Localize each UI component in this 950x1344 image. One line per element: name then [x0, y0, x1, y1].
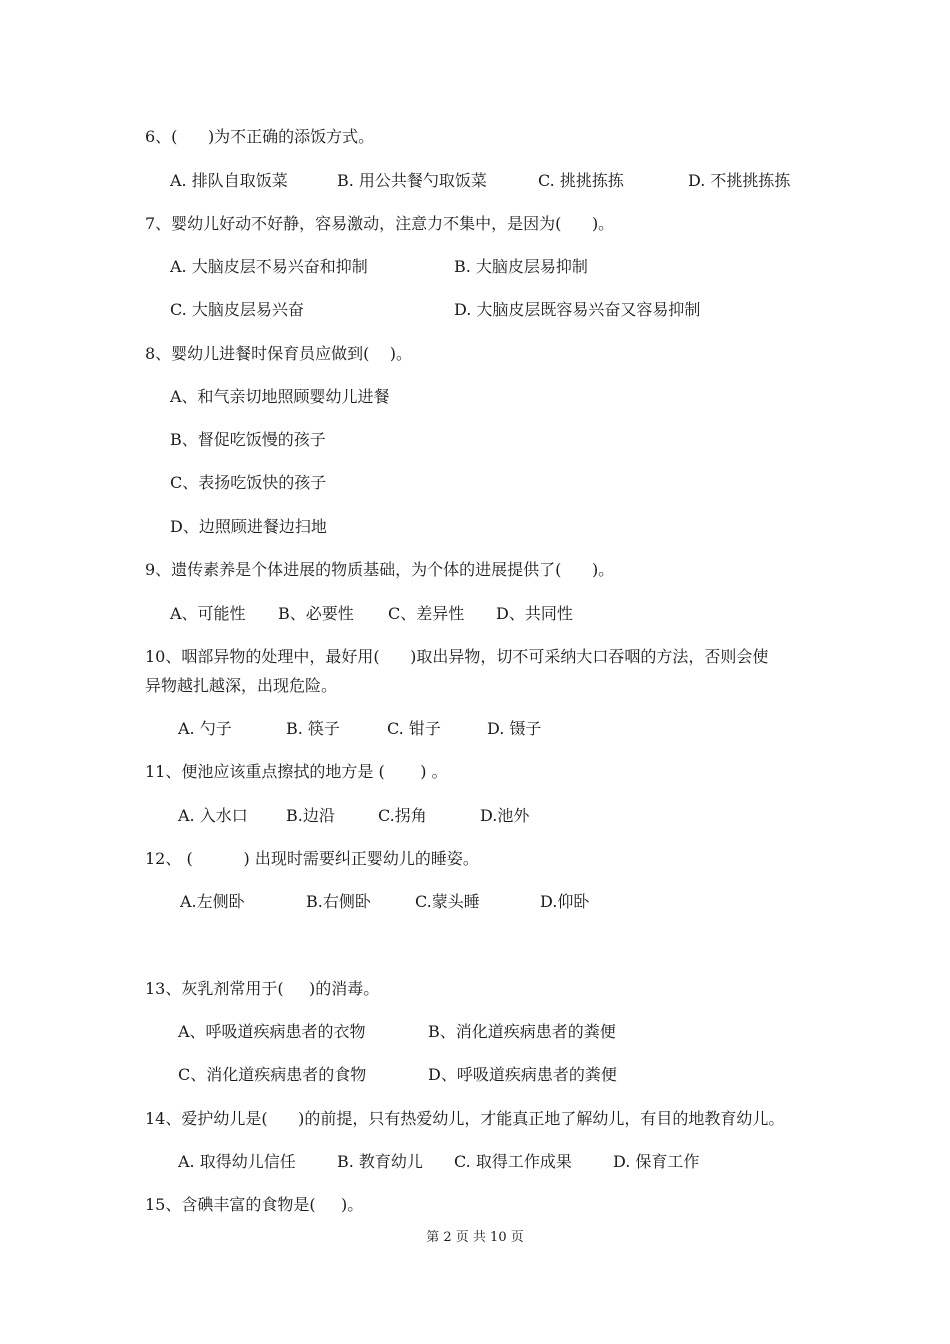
question-11-stem: 11、便池应该重点擦拭的地方是 ( ) 。 [145, 762, 448, 781]
question-14-option-c: C. 取得工作成果 [454, 1152, 572, 1171]
question-11-option-c: C.拐角 [378, 806, 427, 825]
question-14-option-d: D. 保育工作 [613, 1152, 700, 1171]
question-7-option-c: C. 大脑皮层易兴奋 [170, 300, 304, 319]
question-9-option-c: C、差异性 [388, 604, 465, 623]
question-10-stem-line-2: 异物越扎越深，出现危险。 [145, 676, 338, 695]
question-6-option-a: A. 排队自取饭菜 [170, 171, 288, 190]
question-13-stem: 13、灰乳剂常用于( )的消毒。 [145, 979, 380, 998]
question-12-option-a: A.左侧卧 [180, 892, 245, 911]
question-9-stem: 9、遗传素养是个体进展的物质基础，为个体的进展提供了( )。 [145, 560, 615, 579]
question-8-option-b: B、督促吃饭慢的孩子 [170, 430, 326, 449]
question-6-option-b: B. 用公共餐勺取饭菜 [337, 171, 487, 190]
question-12-option-d: D.仰卧 [540, 892, 590, 911]
question-10-option-a: A. 勺子 [178, 719, 232, 738]
question-12-option-c: C.蒙头睡 [415, 892, 480, 911]
question-7-option-d: D. 大脑皮层既容易兴奋又容易抑制 [454, 300, 701, 319]
question-13-option-d: D、呼吸道疾病患者的粪便 [428, 1065, 617, 1084]
question-13-option-a: A、呼吸道疾病患者的衣物 [178, 1022, 366, 1041]
question-12-option-b: B.右侧卧 [306, 892, 371, 911]
question-14-option-b: B. 教育幼儿 [337, 1152, 423, 1171]
question-13-option-c: C、消化道疾病患者的食物 [178, 1065, 367, 1084]
question-7-option-a: A. 大脑皮层不易兴奋和抑制 [170, 257, 368, 276]
question-10-stem-line-1: 10、咽部异物的处理中，最好用( )取出异物，切不可采纳大口吞咽的方法，否则会使 [145, 647, 769, 666]
question-15-stem: 15、含碘丰富的食物是( )。 [145, 1195, 364, 1214]
page-number-footer: 第 2 页 共 10 页 [426, 1230, 524, 1245]
question-9-option-b: B、必要性 [278, 604, 354, 623]
question-8-option-d: D、边照顾进餐边扫地 [170, 517, 327, 536]
question-14-option-a: A. 取得幼儿信任 [178, 1152, 296, 1171]
question-8-option-c: C、表扬吃饭快的孩子 [170, 473, 327, 492]
question-12-stem: 12、 ( ) 出现时需要纠正婴幼儿的睡姿。 [145, 849, 479, 868]
question-10-option-c: C. 钳子 [387, 719, 441, 738]
question-6-option-c: C. 挑挑拣拣 [538, 171, 624, 190]
question-6-stem: 6、( )为不正确的添饭方式。 [145, 127, 375, 146]
question-8-option-a: A、和气亲切地照顾婴幼儿进餐 [170, 387, 390, 406]
question-8-stem: 8、婴幼儿进餐时保育员应做到( )。 [145, 344, 413, 363]
question-7-option-b: B. 大脑皮层易抑制 [454, 257, 588, 276]
question-11-option-a: A. 入水口 [178, 806, 248, 825]
question-6-option-d: D. 不挑挑拣拣 [688, 171, 791, 190]
question-11-option-d: D.池外 [480, 806, 530, 825]
question-10-option-b: B. 筷子 [286, 719, 340, 738]
question-7-stem: 7、婴幼儿好动不好静，容易激动，注意力不集中，是因为( )。 [145, 214, 615, 233]
question-10-option-d: D. 镊子 [487, 719, 542, 738]
question-13-option-b: B、消化道疾病患者的粪便 [428, 1022, 616, 1041]
question-11-option-b: B.边沿 [286, 806, 335, 825]
question-9-option-d: D、共同性 [496, 604, 573, 623]
question-14-stem: 14、爱护幼儿是( )的前提，只有热爱幼儿，才能真正地了解幼儿，有目的地教育幼儿。 [145, 1109, 785, 1128]
question-9-option-a: A、可能性 [170, 604, 246, 623]
